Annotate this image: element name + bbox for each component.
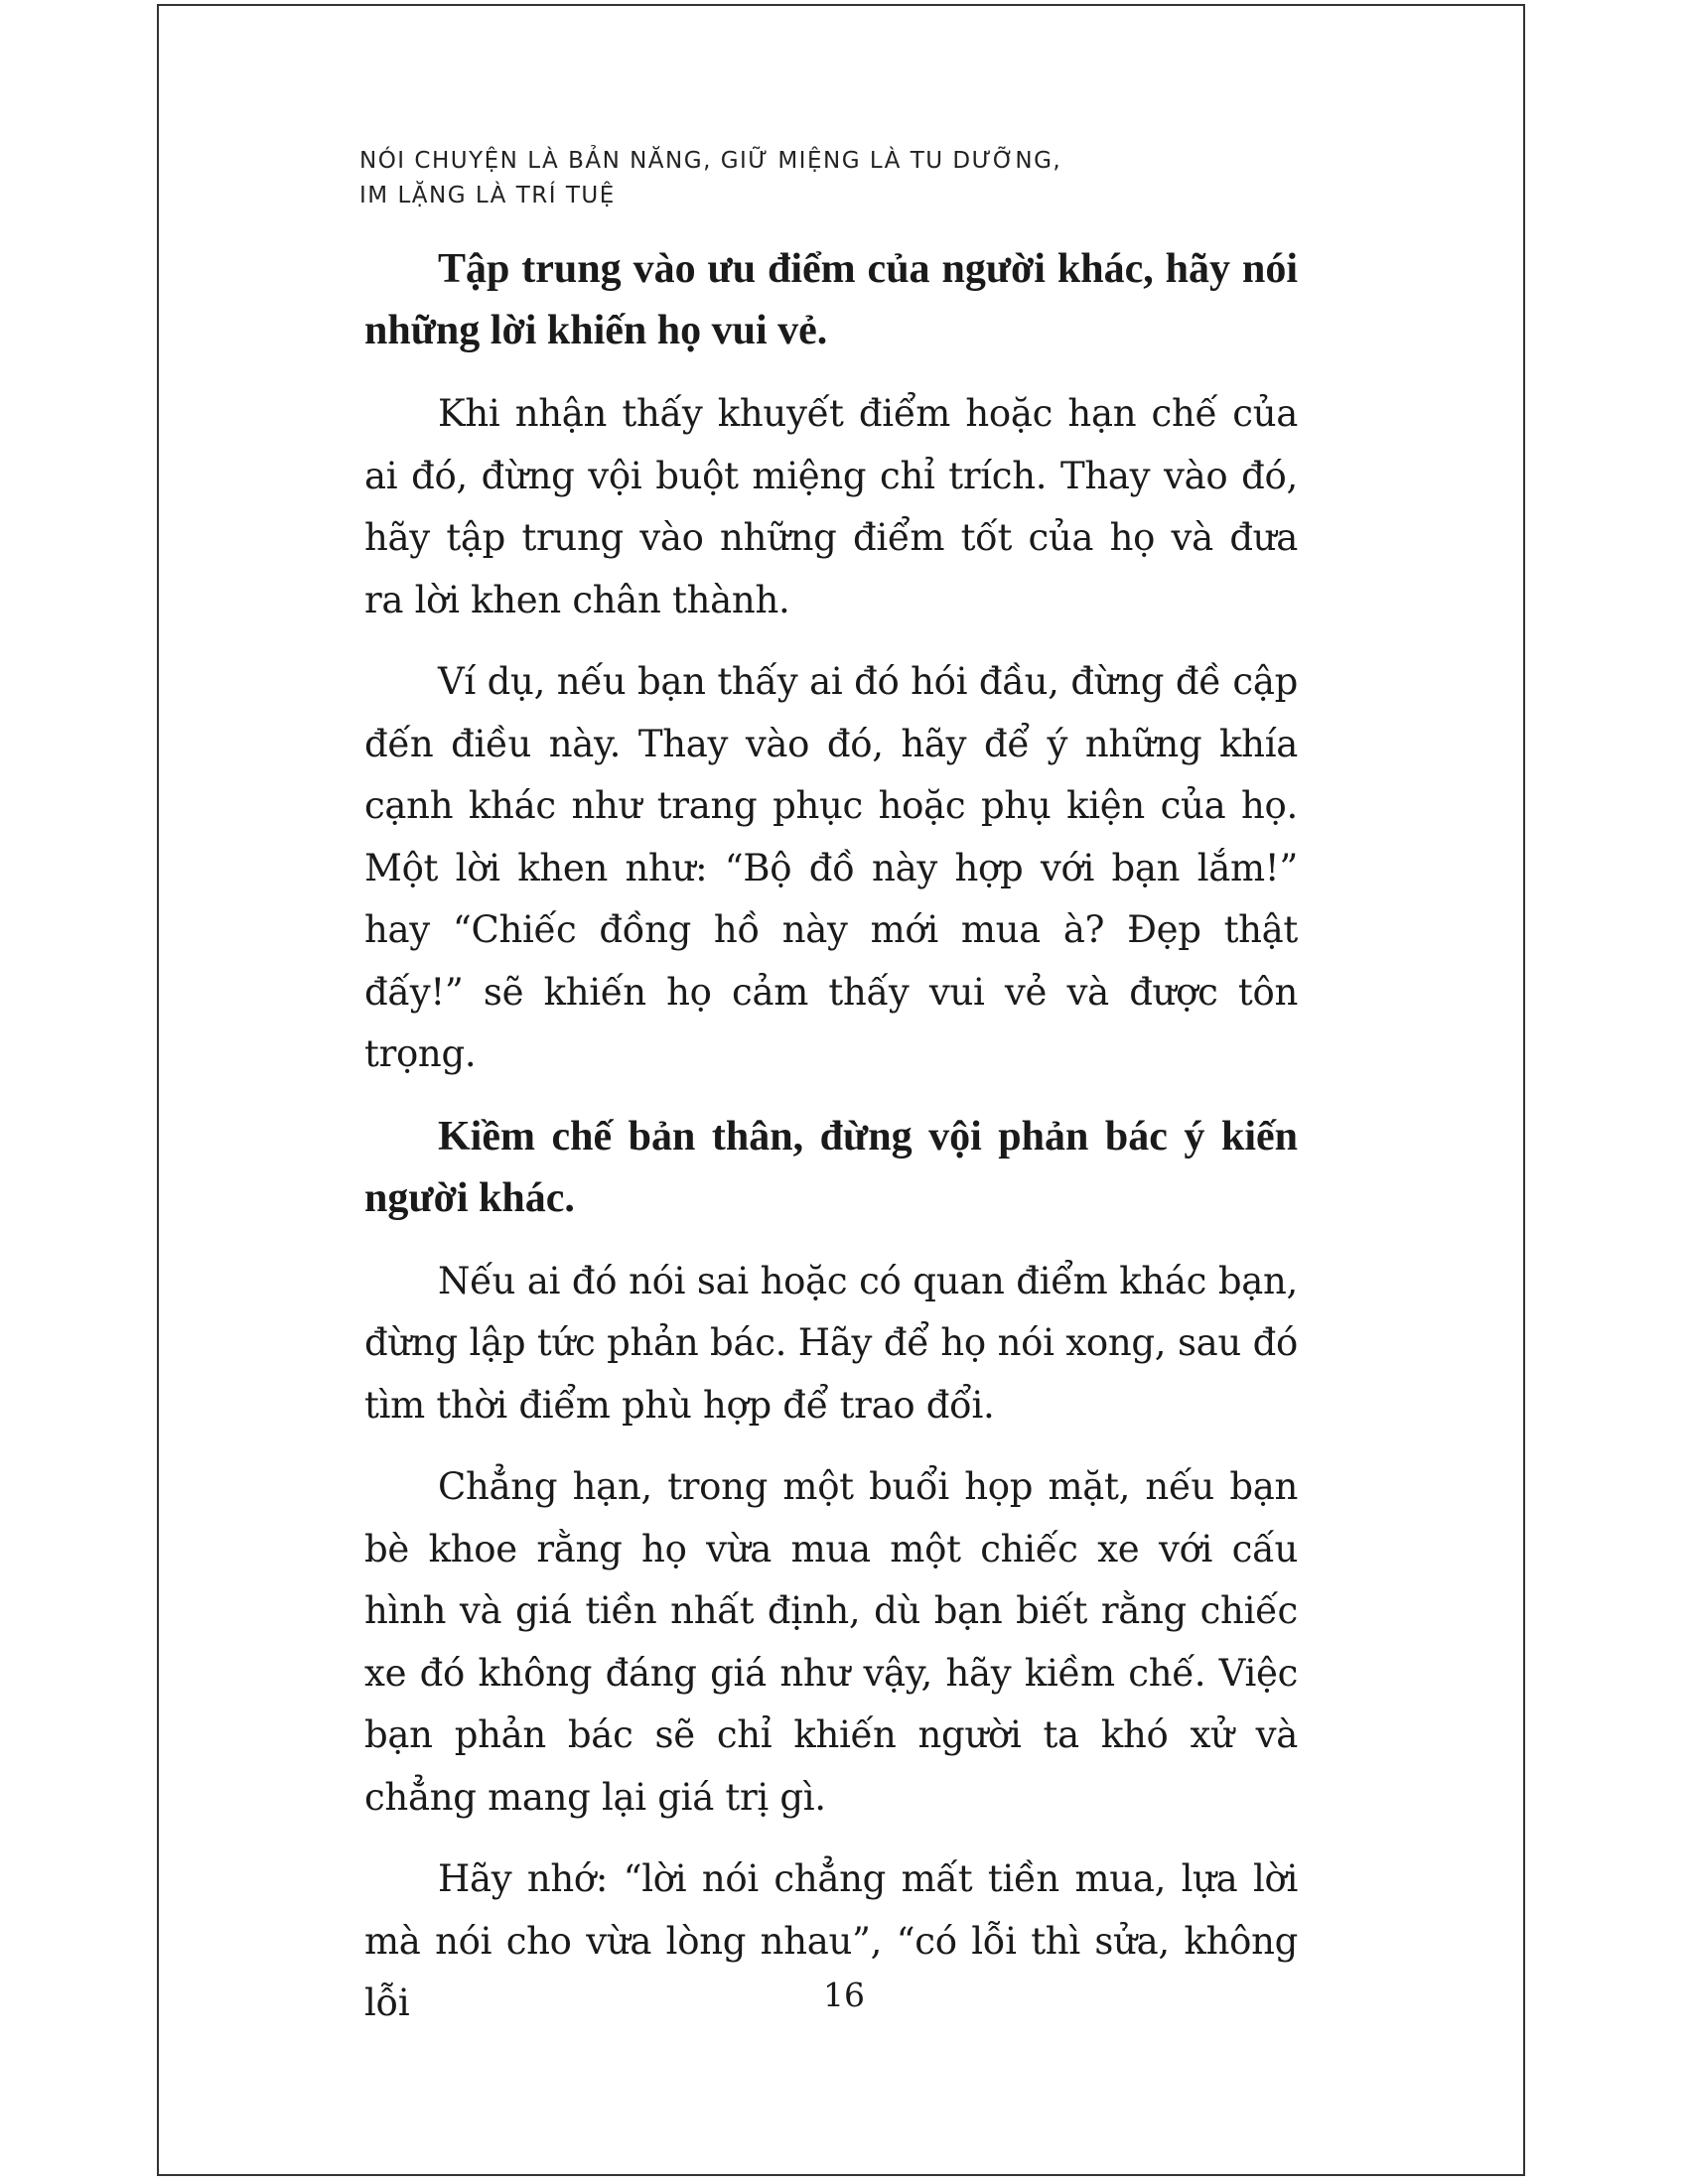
running-head-line-1: NÓI CHUYỆN LÀ BẢN NĂNG, GIỮ MIỆNG LÀ TU DƯỠNG, — [359, 148, 1062, 174]
running-head — [359, 144, 1352, 213]
running-head-line-2: IM LẶNG LÀ TRÍ TUỆ — [359, 183, 616, 208]
paragraph-2: Ví dụ, nếu bạn thấy ai đó hói đầu, đừng đề cập đến điều này. Thay vào đó, hãy để ý những khía cạnh khác như trang phục hoặc phụ kiện của họ. Một lời khen như: “Bộ đồ này hợp với bạn lắm!” hay “Chiếc đồng hồ này mới mua à? Đẹp thật đấy!” sẽ khiến họ cảm thấy vui vẻ và được tôn trọng. — [364, 660, 1298, 1075]
page-number: 16 — [823, 1976, 865, 2014]
section-heading-1: Tập trung vào ưu điểm của người khác, hãy nói những lời khiến họ vui vẻ. — [364, 246, 1298, 353]
paragraph-1: Khi nhận thấy khuyết điểm hoặc hạn chế của ai đó, đừng vội buột miệng chỉ trích. Thay vào đó, hãy tập trung vào những điểm tốt của họ và đưa ra lời khen chân thành. — [364, 392, 1298, 621]
paragraph-4: Chẳng hạn, trong một buổi họp mặt, nếu bạn bè khoe rằng họ vừa mua một chiếc xe với cấu hình và giá tiền nhất định, dù bạn biết rằng chiếc xe đó không đáng giá như vậy, hãy kiềm chế. Việc bạn phản bác sẽ chỉ khiến người ta khó xử và chẳng mang lại giá trị gì. — [364, 1465, 1298, 1819]
page-body — [364, 238, 1298, 2051]
paragraph-3: Nếu ai đó nói sai hoặc có quan điểm khác bạn, đừng lập tức phản bác. Hãy để họ nói xong, sau đó tìm thời điểm phù hợp để trao đổi. — [364, 1259, 1298, 1427]
section-heading-2: Kiềm chế bản thân, đừng vội phản bác ý kiến người khác. — [364, 1113, 1298, 1221]
paragraph-5: Hãy nhớ: “lời nói chẳng mất tiền mua, lựa lời mà nói cho vừa lòng nhau”, “có lỗi thì sửa, không lỗi — [364, 1857, 1298, 2024]
